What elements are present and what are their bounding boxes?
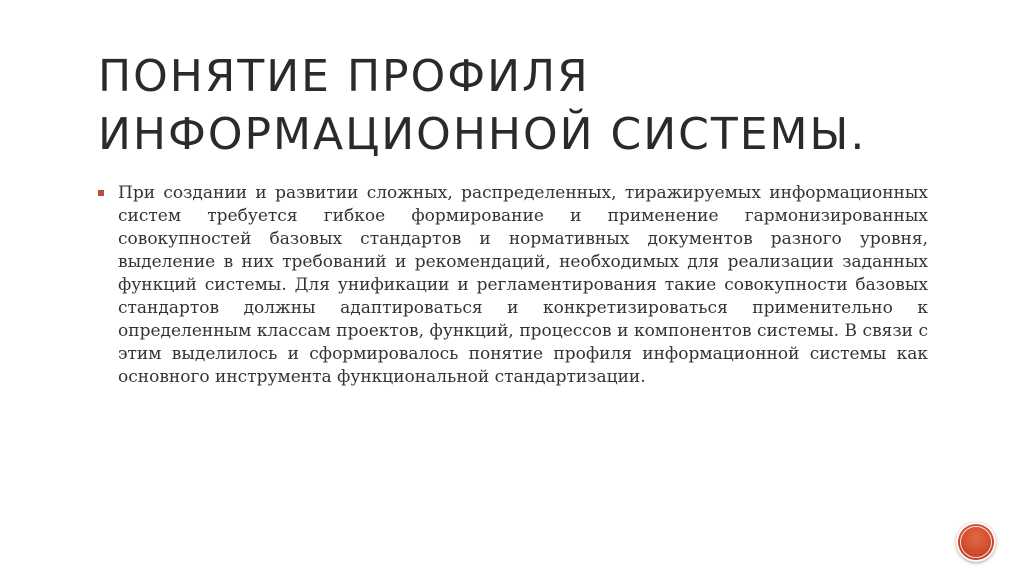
bullet-text: При создании и развитии сложных, распределенных, тиражируемых информационных систем требуется гибкое формирование и применение гармонизированных совокупностей базовых стандартов и нормативных документов разного уровня, выделение в них требований и рекомендаций, необходимых для реализации заданных функций системы. Для унификации и регламентирования такие совокупности базовых стандартов должны адаптироваться и конкретизироваться применительно к определенным классам проектов, функций, процессов и компонентов системы. В связи с этим выделилось и сформировалось понятие профиля информационной системы как основного инструмента функциональной стандартизации. [118,183,928,387]
square-bullet-icon [98,190,104,196]
bullet-item [118,182,928,389]
slide-title-line-2: ИНФОРМАЦИОННОЙ СИСТЕМЫ. [98,109,867,160]
slide-title [98,48,918,164]
circle-nav-button-icon[interactable] [956,522,996,562]
slide-title-line-1: ПОНЯТИЕ ПРОФИЛЯ [98,51,590,102]
